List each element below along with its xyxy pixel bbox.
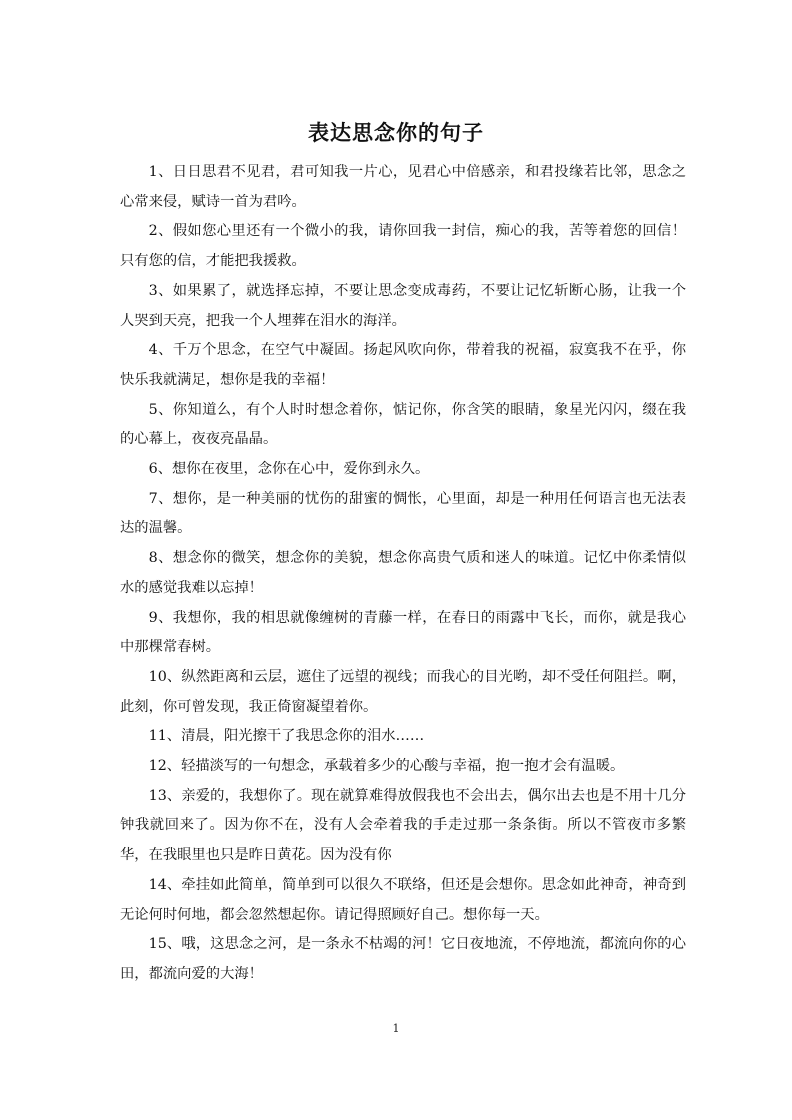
paragraph-2: 2、假如您心里还有一个微小的我，请你回我一封信，痴心的我，苦等着您的回信！只有您的信，才能把我援救。 [120,223,686,270]
paragraph-1: 1、日日思君不见君，君可知我一片心，见君心中倍感亲，和君投缘若比邻，思念之心常来侵，赋诗一首为君吟。 [120,164,686,210]
document-title: 表达思念你的句子 [308,120,484,145]
paragraph-15: 15、哦，这思念之河，是一条永不枯竭的河！它日夜地流，不停地流，都流向你的心田，都流向爱的大海！ [120,936,686,982]
document-body [120,158,686,990]
paragraph-11: 11、清晨，阳光擦干了我思念你的泪水…… [148,728,425,745]
paragraph-8: 8、想念你的微笑，想念你的美貌，想念你高贵气质和迷人的味道。记忆中你柔情似水的感觉我难以忘掉！ [120,550,686,596]
page-number: 1 [392,1022,400,1035]
paragraph-4: 4、千万个思念，在空气中凝固。扬起风吹向你，带着我的祝福，寂寞我不在乎，你快乐我就满足，想你是我的幸福！ [120,342,686,388]
paragraph-5: 5、你知道么，有个人时时想念着你，惦记你，你含笑的眼睛，象星光闪闪，缀在我的心幕上，夜夜亮晶晶。 [120,401,686,448]
paragraph-9: 9、我想你，我的相思就像缠树的青藤一样，在春日的雨露中飞长，而你，就是我心中那棵常春树。 [120,609,686,656]
paragraph-3: 3、如果累了，就选择忘掉，不要让思念变成毒药，不要让记忆斩断心肠，让我一个人哭到天亮，把我一个人埋葬在泪水的海洋。 [120,282,686,329]
paragraph-12: 12、轻描淡写的一句想念，承载着多少的心酸与幸福，抱一抱才会有温暖。 [148,758,625,775]
paragraph-14: 14、牵挂如此简单，简单到可以很久不联络，但还是会想你。思念如此神奇，神奇到无论何时何地，都会忽然想起你。请记得照顾好自己。想你每一天。 [120,876,686,923]
paragraph-10: 10、纵然距离和云层，遮住了远望的视线；而我心的目光哟，却不受任何阻拦。啊，此刻，你可曾发现，我正倚窗凝望着你。 [120,668,686,715]
paragraph-13: 13、亲爱的，我想你了。现在就算难得放假我也不会出去，偶尔出去也是不用十几分钟我就回来了。因为你不在，没有人会牵着我的手走过那一条条街。所以不管夜市多繁华，在我眼里也只是昨日黄花。因为没有你 [120,787,686,864]
paragraph-7: 7、想你，是一种美丽的忧伤的甜蜜的惆怅，心里面，却是一种用任何语言也无法表达的温馨。 [120,490,686,537]
paragraph-6: 6、想你在夜里，念你在心中，爱你到永久。 [148,461,430,478]
